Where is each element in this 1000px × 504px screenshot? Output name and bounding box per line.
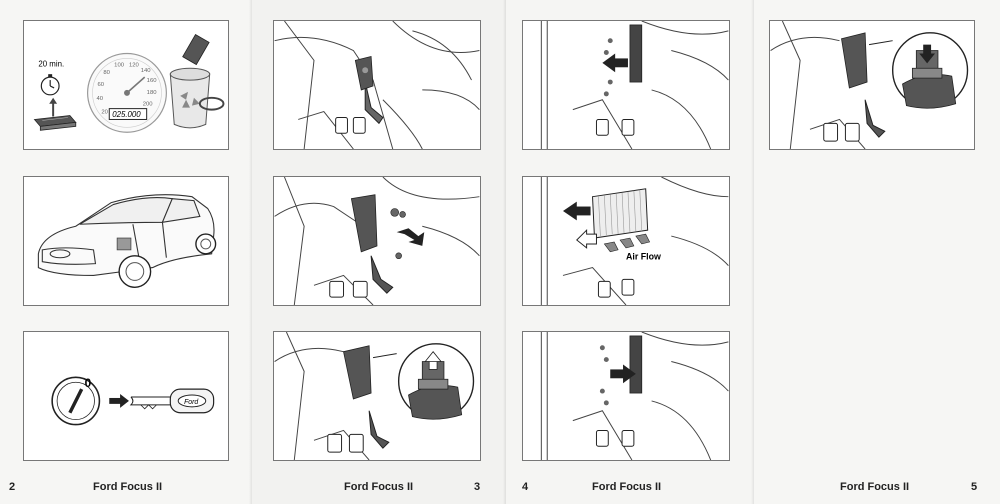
- car-location-panel: [23, 176, 229, 306]
- connector-detail-panel: [273, 331, 481, 461]
- service-book-icon: [34, 116, 75, 131]
- page-number: 3: [474, 481, 481, 493]
- ignition-panel: [23, 331, 229, 461]
- svg-text:200: 200: [142, 101, 153, 108]
- odometer-readout: 025.000: [112, 110, 141, 119]
- ignition-switch-icon: [52, 376, 99, 424]
- pedal-bracket-icon: [841, 33, 867, 88]
- air-filter-removal-panel: [522, 176, 730, 306]
- page-footer: Ford Focus II: [840, 481, 910, 493]
- magnifier-icon: [893, 33, 968, 108]
- svg-text:100: 100: [114, 62, 125, 69]
- page-3: [252, 0, 506, 504]
- ignition-illustration: [24, 332, 228, 460]
- right-arrow-icon: [109, 394, 129, 408]
- air-filter-icon: [593, 189, 648, 238]
- air-filter-removal-illustration: [523, 177, 729, 305]
- car-key-icon: [131, 389, 214, 413]
- time-label: 20 min.: [38, 59, 65, 69]
- recycle-bin-icon: [170, 35, 223, 128]
- page-4: [506, 0, 754, 504]
- page-number: 4: [522, 481, 529, 493]
- page-5: [754, 0, 1000, 504]
- filter-cover-icon: [630, 336, 642, 393]
- page-footer: Ford Focus II: [344, 481, 414, 493]
- pedal-area-panel: [273, 20, 481, 150]
- up-arrow-icon: [49, 98, 57, 117]
- front-wheel-icon: [119, 256, 151, 288]
- filter-cover-icon: [630, 25, 642, 82]
- filter-cover-install-illustration: [523, 332, 729, 460]
- pedal-bracket-icon: [344, 346, 372, 399]
- svg-text:180: 180: [146, 89, 157, 96]
- connector-reinstall-illustration: [770, 21, 974, 149]
- filter-cover-install-panel: [522, 331, 730, 461]
- connector-reinstall-panel: [769, 20, 975, 150]
- filter-cover-removal-illustration: [523, 21, 729, 149]
- page-2: [0, 0, 252, 504]
- page-footer: Ford Focus II: [93, 481, 163, 493]
- pedal-area-illustration: [274, 21, 480, 149]
- pedal-icon: [328, 411, 389, 452]
- outline-arrow-icon: [577, 230, 597, 248]
- pedal-removal-panel: [273, 176, 481, 306]
- page-footer: Ford Focus II: [592, 481, 662, 493]
- svg-text:140: 140: [140, 68, 151, 75]
- clock-icon: [41, 74, 59, 95]
- pull-arrow-icon: [397, 228, 425, 246]
- air-flow-label: Air Flow: [626, 251, 661, 262]
- screw-icon: [600, 345, 609, 405]
- svg-text:120: 120: [128, 62, 139, 69]
- rear-wheel-icon: [196, 234, 216, 254]
- svg-text:60: 60: [97, 81, 105, 88]
- service-interval-panel: [23, 20, 229, 150]
- svg-text:20: 20: [101, 109, 108, 116]
- filter-cover-removal-panel: [522, 20, 730, 150]
- svg-text:80: 80: [103, 70, 110, 77]
- pedal-icon: [824, 100, 885, 141]
- pedal-removal-illustration: [274, 177, 480, 305]
- service-interval-illustration: [24, 21, 228, 149]
- connector-detail-illustration: [274, 332, 480, 460]
- page-number: 2: [9, 481, 16, 493]
- svg-text:160: 160: [146, 78, 157, 85]
- left-arrow-icon: [602, 53, 628, 72]
- air-flow-arrow-icon: [604, 234, 649, 252]
- left-arrow-icon: [563, 202, 591, 221]
- car-illustration: [24, 177, 228, 305]
- key-brand-label: Ford: [184, 398, 199, 406]
- speedometer-icon: [88, 53, 167, 132]
- svg-text:40: 40: [96, 95, 104, 102]
- ignition-position-label: 0: [84, 376, 92, 391]
- page-number: 5: [971, 481, 978, 493]
- pedal-bracket-icon: [355, 56, 373, 89]
- location-marker-icon: [117, 238, 131, 250]
- pedal-bracket-icon: [351, 195, 405, 259]
